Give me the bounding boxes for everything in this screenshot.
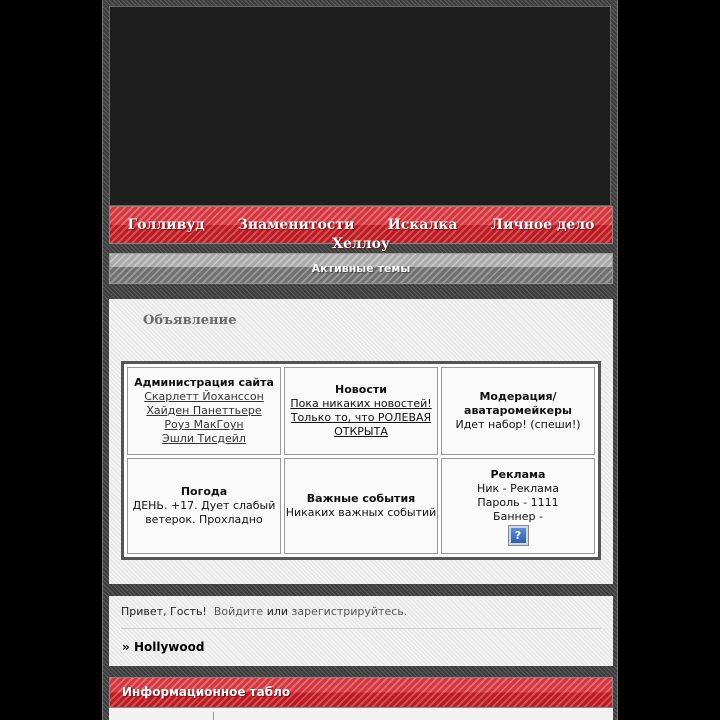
greeting-text: Привет, Гость! (121, 605, 207, 618)
moderation-cell (441, 367, 595, 455)
admin-member-link[interactable]: Роуз МакГоун (164, 418, 244, 431)
divider (121, 628, 601, 629)
weather-title: Погода (180, 485, 228, 498)
news-title: Новости (335, 383, 387, 396)
ads-nick: Ник - Реклама (477, 481, 559, 495)
page-container (102, 0, 618, 720)
news-link[interactable]: Пока никаких новостей! (290, 397, 432, 410)
admin-member-link[interactable]: Эшли Тисдейл (162, 432, 246, 445)
breadcrumb-link[interactable]: Hollywood (133, 640, 205, 654)
moderation-title: Модерация/ аватаромейкеры (464, 390, 572, 417)
ads-title: Реклама (490, 467, 546, 481)
login-link[interactable]: Войдите (213, 605, 264, 618)
register-link[interactable]: зарегистрируйтесь. (291, 605, 408, 618)
events-text: Никаких важных событий (285, 506, 437, 519)
or-text: или (266, 605, 289, 618)
breadcrumb-arrow: » (122, 640, 130, 654)
nav-hello[interactable]: Хеллоу (332, 236, 390, 252)
announcement-title: Объявление (143, 313, 237, 328)
admin-cell (127, 367, 281, 455)
welcome-line (121, 605, 407, 618)
nav-celebrities[interactable]: Знаменитости (237, 217, 355, 233)
column-divider (213, 712, 214, 720)
admin-member-link[interactable]: Скарлетт Йоханссон (144, 390, 264, 403)
ads-cell (441, 458, 595, 554)
ads-password: Пароль - 1111 (477, 495, 559, 509)
active-topics-link[interactable]: Активные темы (109, 253, 613, 284)
main-navigation (109, 206, 613, 252)
welcome-panel (109, 596, 613, 666)
announcement-panel (109, 299, 613, 584)
events-title: Важные события (306, 492, 416, 505)
help-icon[interactable]: ? (509, 526, 528, 545)
nav-personal-file[interactable]: Личное дело (490, 217, 595, 233)
admin-title: Администрация сайта (134, 376, 274, 389)
nav-search[interactable]: Искалка (387, 217, 458, 233)
info-board-header: Информационное табло (109, 677, 613, 708)
admin-member-link[interactable]: Хайден Панеттьере (146, 404, 262, 417)
events-cell (284, 458, 438, 554)
weather-text: ДЕНЬ. +17. Дует слабый ветерок. Прохладно (132, 499, 276, 526)
moderation-text: Идет набор! (спеши!) (455, 418, 581, 431)
breadcrumb (122, 640, 204, 654)
nav-hollywood[interactable]: Голливуд (127, 217, 205, 233)
ads-banner-label: Баннер - (493, 509, 543, 523)
info-board-body (109, 708, 613, 720)
news-link[interactable]: Только то, что РОЛЕВАЯ ОТКРЫТА (290, 411, 432, 438)
header-banner (109, 6, 611, 206)
announcement-table (121, 361, 601, 560)
weather-cell (127, 458, 281, 554)
news-cell (284, 367, 438, 455)
